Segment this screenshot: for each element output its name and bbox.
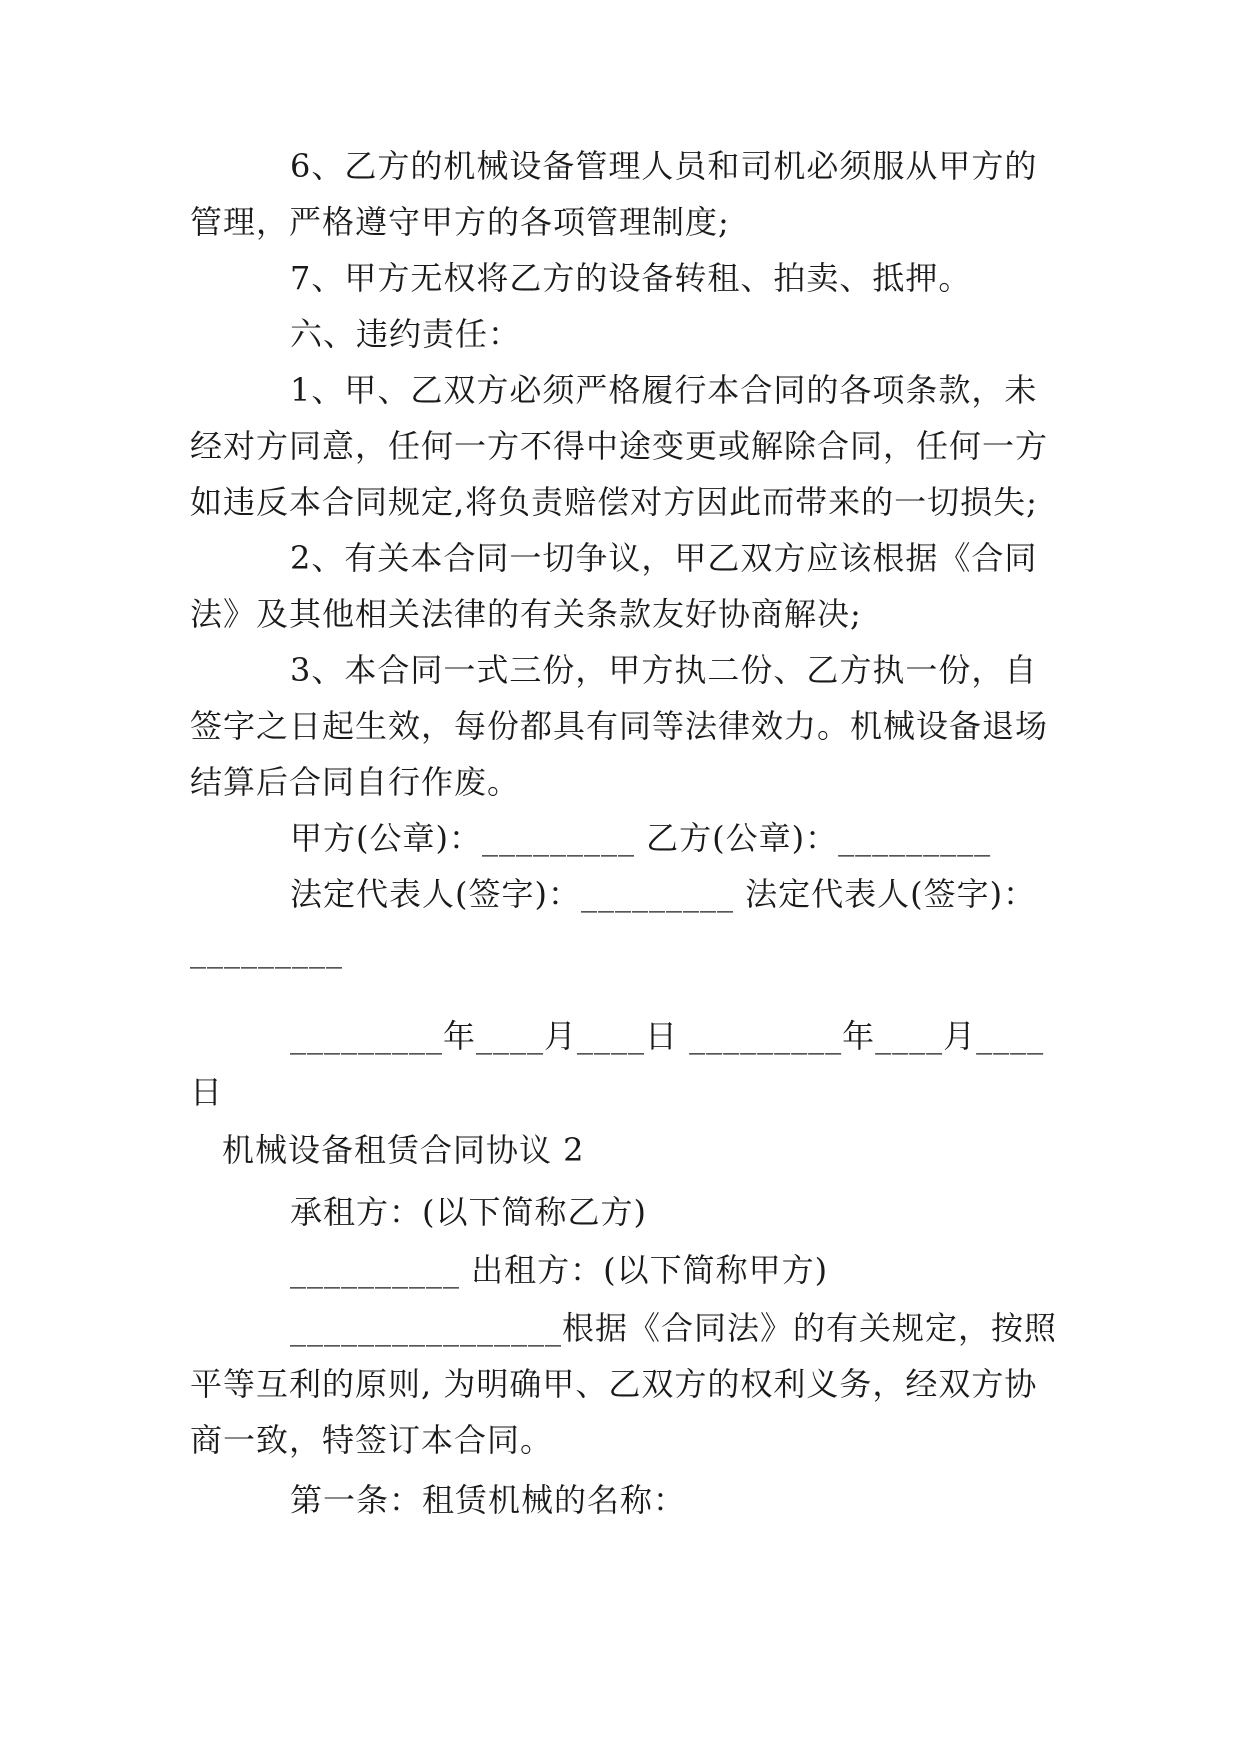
paragraph-line: 6、乙方的机械设备管理人员和司机必须服从甲方的 (290, 147, 1038, 185)
paragraph-line: 签字之日起生效，每份都具有同等法律效力。机械设备退场 (190, 707, 1049, 745)
paragraph-line: 1、甲、乙双方必须严格履行本合同的各项条款，未 (290, 371, 1038, 409)
paragraph-line: 3、本合同一式三份，甲方执二份、乙方执一份，自 (290, 651, 1038, 689)
signature-line: 法定代表人(签字)：_________ 法定代表人(签字)： (290, 875, 1037, 913)
article-heading: 第一条：租赁机械的名称： (290, 1481, 687, 1519)
paragraph-line: 2、有关本合同一切争议，甲乙双方应该根据《合同 (290, 539, 1038, 577)
date-line: _________年____月____日 _________年____月____ (290, 1017, 1045, 1055)
paragraph-line: 承租方：(以下简称乙方) (290, 1193, 647, 1231)
paragraph-line: __________ 出租方：(以下简称甲方) (290, 1251, 829, 1289)
signature-line: _________ (190, 931, 343, 969)
paragraph-line: 7、甲方无权将乙方的设备转租、拍卖、抵押。 (290, 259, 972, 297)
section-title: 机械设备租赁合同协议 2 (222, 1131, 585, 1169)
paragraph-line: 管理，严格遵守甲方的各项管理制度; (190, 203, 730, 241)
paragraph-line: 法》及其他相关法律的有关条款友好协商解决; (190, 595, 862, 633)
section-heading: 六、违约责任： (290, 315, 522, 353)
paragraph-line: 经对方同意，任何一方不得中途变更或解除合同，任何一方 (190, 427, 1049, 465)
paragraph-line: 结算后合同自行作废。 (190, 763, 521, 801)
paragraph-line: 商一致，特签订本合同。 (190, 1421, 554, 1459)
signature-line: 甲方(公章)：_________ 乙方(公章)：_________ (290, 819, 992, 857)
paragraph-line: 如违反本合同规定,将负责赔偿对方因此而带来的一切损失; (190, 483, 1038, 521)
paragraph-line: ________________根据《合同法》的有关规定，按照 (290, 1309, 1058, 1347)
paragraph-line: 平等互利的原则, 为明确甲、乙双方的权利义务，经双方协 (190, 1365, 1038, 1403)
date-line: 日 (190, 1073, 224, 1111)
